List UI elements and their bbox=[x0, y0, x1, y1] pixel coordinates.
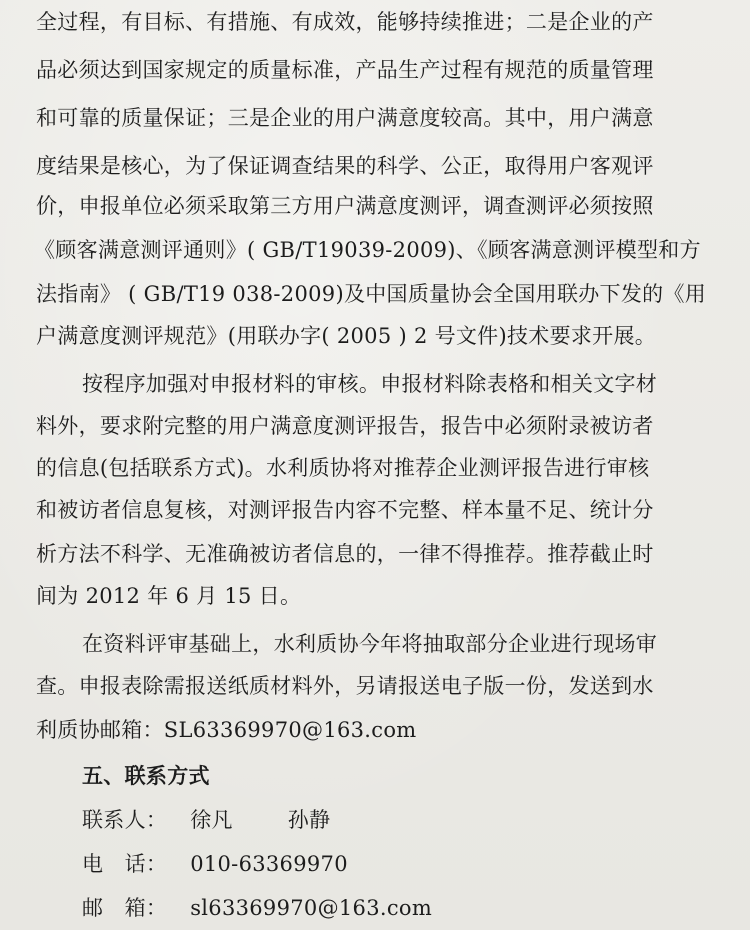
contact-email-label: 邮 箱： bbox=[82, 896, 168, 920]
paragraph1-line-6: 《顾客满意测评通则》( GB/T19039-2009)、《顾客满意测评模型和方 bbox=[34, 238, 701, 262]
paragraph2-line-6: 间为 2012 年 6 月 15 日。 bbox=[36, 584, 302, 608]
paragraph3-line-1: 在资料评审基础上，水利质协今年将抽取部分企业进行现场审 bbox=[82, 632, 658, 656]
contact-email-row bbox=[82, 890, 432, 926]
section-heading-contact: 五、联系方式 bbox=[82, 763, 210, 788]
contact-person-label: 联系人： bbox=[82, 808, 168, 832]
paragraph3-line-3: 利质协邮箱：SL63369970@163.com bbox=[36, 718, 417, 742]
paragraph1-line-3: 和可靠的质量保证；三是企业的用户满意度较高。其中，用户满意 bbox=[36, 106, 654, 130]
paragraph2-line-2: 料外，要求附完整的用户满意度测评报告，报告中必须附录被访者 bbox=[36, 414, 654, 438]
paragraph1-line-1: 全过程，有目标、有措施、有成效，能够持续推进；二是企业的产 bbox=[36, 10, 654, 34]
contact-person-value-1: 徐凡 bbox=[190, 808, 233, 832]
paragraph1-line-7: 法指南》 ( GB/T19 038-2009)及中国质量协会全国用联办下发的《用 bbox=[36, 282, 707, 306]
paragraph1-line-2: 品必须达到国家规定的质量标准，产品生产过程有规范的质量管理 bbox=[36, 58, 654, 82]
contact-person-value-2: 孙静 bbox=[287, 808, 331, 832]
contact-email-value: sl63369970@163.com bbox=[190, 896, 433, 920]
paragraph2-line-5: 析方法不科学、无准确被访者信息的，一律不得推荐。推荐截止时 bbox=[36, 542, 654, 566]
paragraph2-line-1: 按程序加强对申报材料的审核。申报材料除表格和相关文字材 bbox=[82, 372, 658, 396]
paragraph1-line-5: 价，申报单位必须采取第三方用户满意度测评，调查测评必须按照 bbox=[36, 194, 654, 218]
paragraph1-line-4: 度结果是核心，为了保证调查结果的科学、公正，取得用户客观评 bbox=[36, 154, 654, 178]
contact-phone-row bbox=[82, 846, 348, 882]
contact-phone-value: 010-63369970 bbox=[190, 852, 348, 876]
contact-person-row bbox=[82, 802, 330, 838]
paragraph2-line-4: 和被访者信息复核，对测评报告内容不完整、样本量不足、统计分 bbox=[36, 498, 654, 522]
paragraph3-line-2: 查。申报表除需报送纸质材料外，另请报送电子版一份，发送到水 bbox=[36, 674, 654, 698]
paragraph2-line-3: 的信息(包括联系方式)。水利质协将对推荐企业测评报告进行审核 bbox=[36, 456, 650, 480]
paragraph1-line-8: 户满意度测评规范》(用联办字( 2005 ) 2 号文件)技术要求开展。 bbox=[36, 324, 657, 348]
contact-phone-label: 电 话： bbox=[82, 852, 168, 876]
